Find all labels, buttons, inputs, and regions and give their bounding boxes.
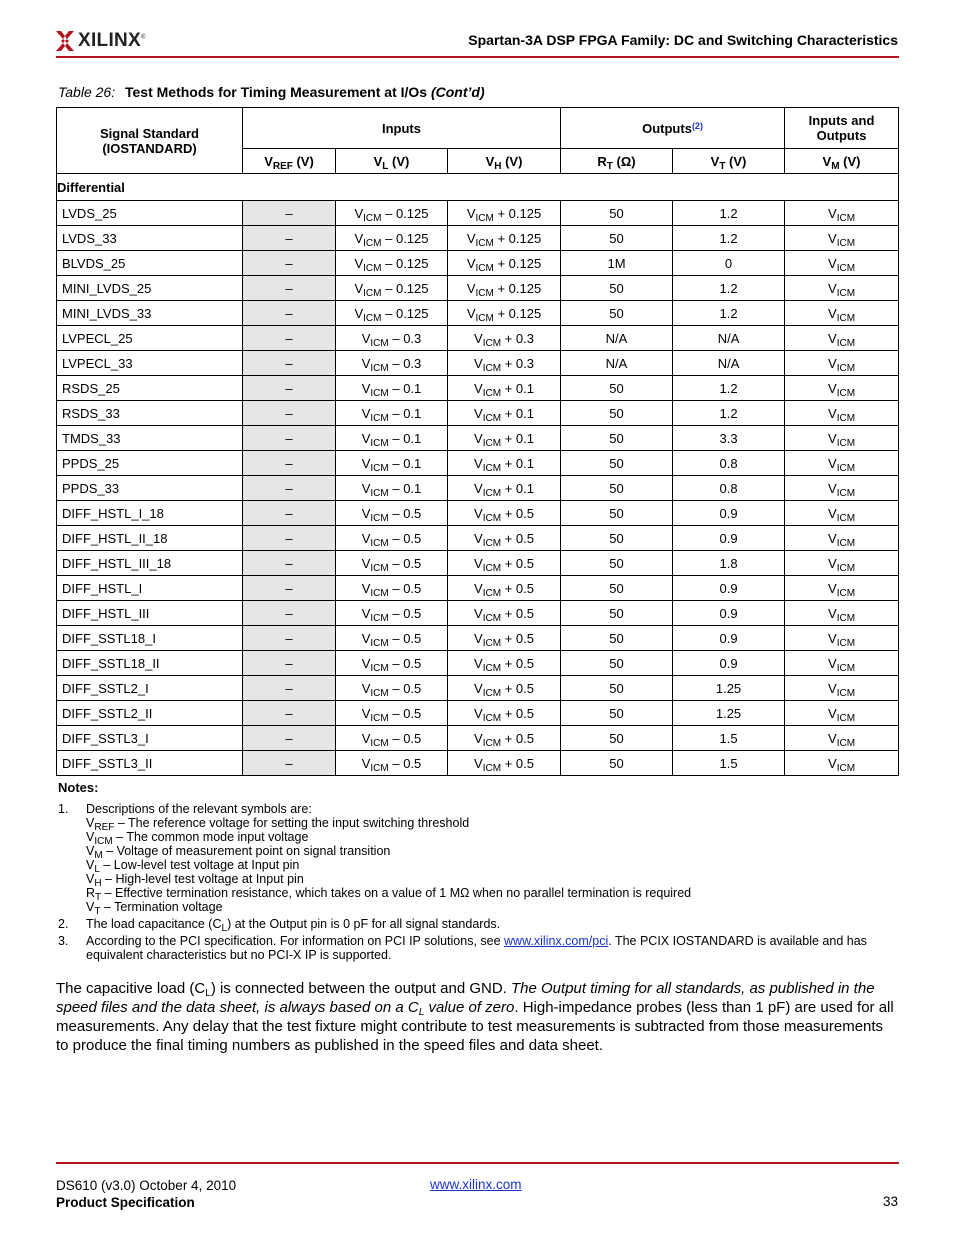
signal-standard-cell: DIFF_HSTL_II_18 [57,526,243,551]
vl-cell: $V_{ICM} - 0.5$ [336,726,448,751]
table-row [57,401,899,426]
vref-cell: – [243,501,336,526]
signal-standard-cell: DIFF_SSTL2_II [57,701,243,726]
vt-cell: 1.25 [673,701,785,726]
table-row [57,526,899,551]
vh-cell: $V_{ICM} + 0.5$ [448,501,561,526]
note-3: 3. According to the PCI specification. For information on PCI IP solutions, see www.xilinx.com/pci. The PCIX IOSTANDARD is available and has equivalent characteristics but no PCI-X IP is supported. [58,934,867,962]
signal-standard-cell: BLVDS_25 [57,251,243,276]
table-row [57,301,899,326]
vm-cell: $V_{ICM}$ [785,701,899,726]
vl-cell: $V_{ICM} - 0.1$ [336,426,448,451]
symbol-definition: $V_T$ – Termination voltage [86,900,223,917]
rt-cell: 50 [561,476,673,501]
vh-cell: $V_{ICM} + 0.1$ [448,476,561,501]
vl-cell: $V_{ICM} - 0.125$ [336,251,448,276]
table-number: Table 26: [58,84,116,100]
rt-cell: 50 [561,601,673,626]
symbol-definition: $V_{REF}$ – The reference voltage for setting the input switching threshold [86,816,470,833]
vt-cell: 1.2 [673,276,785,301]
footnote-ref-2[interactable]: (2) [691,120,703,131]
vt-cell: 0.8 [673,451,785,476]
col-vm: $V_M$ (V) [785,149,899,174]
vt-cell: 1.5 [673,751,785,776]
table-cont-label: (Cont’d) [430,84,485,100]
rt-cell: 50 [561,726,673,751]
col-outputs [561,108,785,149]
signal-standard-cell: DIFF_SSTL3_II [57,751,243,776]
rt-cell: 1M [561,251,673,276]
section-differential: Differential [57,174,899,201]
vref-cell: – [243,526,336,551]
signal-standard-cell: DIFF_SSTL3_I [57,726,243,751]
vm-cell: $V_{ICM}$ [785,351,899,376]
rt-cell: 50 [561,701,673,726]
signal-standard-cell: LVDS_33 [57,226,243,251]
table-row [57,551,899,576]
vref-cell: – [243,651,336,676]
note-1-text: Descriptions of the relevant symbols are: [86,802,312,816]
vm-cell: $V_{ICM}$ [785,651,899,676]
signal-standard-cell: DIFF_HSTL_I_18 [57,501,243,526]
table-row [57,251,899,276]
vh-cell: $V_{ICM} + 0.1$ [448,451,561,476]
table-row [57,276,899,301]
vt-cell: 0.9 [673,601,785,626]
rt-cell: 50 [561,451,673,476]
vh-cell: $V_{ICM} + 0.3$ [448,351,561,376]
rt-cell: 50 [561,551,673,576]
vt-cell: N/A [673,351,785,376]
document-title: Spartan-3A DSP FPGA Family: DC and Switching Characteristics [468,32,898,48]
vref-cell: – [243,251,336,276]
vm-cell: $V_{ICM}$ [785,376,899,401]
signal-standard-cell: RSDS_25 [57,376,243,401]
table-row [57,426,899,451]
signal-standard-cell: DIFF_HSTL_III [57,601,243,626]
vm-cell: $V_{ICM}$ [785,401,899,426]
notes-title: Notes: [58,780,99,795]
rt-cell: 50 [561,751,673,776]
vt-cell: 0.9 [673,651,785,676]
vref-cell: – [243,551,336,576]
timing-test-table [56,107,899,776]
vt-cell: 1.2 [673,226,785,251]
table-row [57,601,899,626]
vl-cell: $V_{ICM} - 0.5$ [336,651,448,676]
note-1: 1. Descriptions of the relevant symbols are: $V_{REF}$ – The reference voltage for setting the input switching threshold $V_{ICM}$ – The common mode input voltage $V_M$ – Voltage of measurement point on signal transition $V_L$ – Low-level test voltage at Input pin $V_H$ – High-level test voltage at Input pin $R_T$ – Effective termination resistance, which takes on a value of 1 MΩ when no parallel termination is required $V_T$ – Termination voltage [58,802,898,914]
vl-cell: $V_{ICM} - 0.5$ [336,501,448,526]
vm-cell: $V_{ICM}$ [785,726,899,751]
table-row [57,576,899,601]
symbol-definition: $V_M$ – Voltage of measurement point on signal transition [86,844,391,861]
symbol-definition: $R_T$ – Effective termination resistance, which takes on a value of 1 MΩ when no parallel termination is required [86,886,692,903]
rt-cell: 50 [561,576,673,601]
table-caption [58,84,485,100]
vt-cell: 1.2 [673,401,785,426]
vh-cell: $V_{ICM} + 0.5$ [448,551,561,576]
vm-cell: $V_{ICM}$ [785,451,899,476]
vl-cell: $V_{ICM} - 0.1$ [336,401,448,426]
footer-rule [56,1162,899,1164]
vref-cell: – [243,476,336,501]
vl-cell: $V_{ICM} - 0.125$ [336,201,448,226]
vm-cell: $V_{ICM}$ [785,576,899,601]
vh-cell: $V_{ICM} + 0.125$ [448,251,561,276]
vl-cell: $V_{ICM} - 0.1$ [336,451,448,476]
vm-cell: $V_{ICM}$ [785,601,899,626]
symbol-definition: $V_L$ – Low-level test voltage at Input pin [86,858,300,875]
rt-cell: 50 [561,276,673,301]
vt-cell: 0.9 [673,626,785,651]
vt-cell: 1.2 [673,201,785,226]
vt-cell: 1.8 [673,551,785,576]
vt-cell: 0.9 [673,576,785,601]
signal-standard-cell: DIFF_SSTL18_I [57,626,243,651]
vh-cell: $V_{ICM} + 0.5$ [448,726,561,751]
logo-text: XILINX [78,30,142,51]
table-row [57,226,899,251]
table-row [57,751,899,776]
col-vt: $V_T$ (V) [673,149,785,174]
signal-standard-cell: RSDS_33 [57,401,243,426]
vm-cell: $V_{ICM}$ [785,751,899,776]
vref-cell: – [243,576,336,601]
footer-spec-label: Product Specification [56,1195,195,1210]
table-row [57,651,899,676]
rt-cell: N/A [561,326,673,351]
vh-cell: $V_{ICM} + 0.5$ [448,651,561,676]
vl-cell: $V_{ICM} - 0.3$ [336,326,448,351]
vh-cell: $V_{ICM} + 0.3$ [448,326,561,351]
signal-standard-cell: PPDS_33 [57,476,243,501]
table-row [57,701,899,726]
col-inputs-outputs: Inputs and Outputs [785,108,899,149]
vm-cell: $V_{ICM}$ [785,326,899,351]
vl-cell: $V_{ICM} - 0.125$ [336,301,448,326]
rt-cell: 50 [561,201,673,226]
vh-cell: $V_{ICM} + 0.5$ [448,751,561,776]
footer-doc-info [56,1177,236,1211]
rt-cell: 50 [561,501,673,526]
table-row [57,326,899,351]
rt-cell: 50 [561,626,673,651]
col-signal-standard: Signal Standard (IOSTANDARD) [57,108,243,174]
vref-cell: – [243,751,336,776]
vh-cell: $V_{ICM} + 0.1$ [448,426,561,451]
signal-standard-cell: DIFF_HSTL_I [57,576,243,601]
vt-cell: 1.25 [673,676,785,701]
vref-cell: – [243,351,336,376]
signal-standard-cell: MINI_LVDS_25 [57,276,243,301]
symbol-list [86,816,898,917]
vref-cell: – [243,276,336,301]
vl-cell: $V_{ICM} - 0.5$ [336,526,448,551]
vh-cell: $V_{ICM} + 0.5$ [448,626,561,651]
vref-cell: – [243,601,336,626]
vm-cell: $V_{ICM}$ [785,201,899,226]
page-number: 33 [882,1194,898,1209]
rt-cell: 50 [561,401,673,426]
signal-standard-cell: TMDS_33 [57,426,243,451]
vh-cell: $V_{ICM} + 0.125$ [448,201,561,226]
table-name: Test Methods for Timing Measurement at I/Os [124,84,428,100]
vref-cell: – [243,401,336,426]
vm-cell: $V_{ICM}$ [785,251,899,276]
vh-cell: $V_{ICM} + 0.5$ [448,576,561,601]
table-row [57,626,899,651]
vt-cell: 1.5 [673,726,785,751]
xilinx-logo [56,30,146,52]
vref-cell: – [243,326,336,351]
vh-cell: $V_{ICM} + 0.5$ [448,676,561,701]
table-row [57,501,899,526]
vm-cell: $V_{ICM}$ [785,626,899,651]
vl-cell: $V_{ICM} - 0.5$ [336,601,448,626]
rt-cell: 50 [561,426,673,451]
table-row [57,726,899,751]
rt-cell: 50 [561,376,673,401]
footer-doc-id: DS610 (v3.0) October 4, 2010 [56,1178,237,1193]
col-vref: $V_{REF}$ (V) [243,149,336,174]
vref-cell: – [243,376,336,401]
vh-cell: $V_{ICM} + 0.125$ [448,301,561,326]
vl-cell: $V_{ICM} - 0.125$ [336,226,448,251]
note-2: 2. The load capacitance $(C_L)$ at the Output pin is 0 pF for all signal standards. [58,917,501,934]
vm-cell: $V_{ICM}$ [785,276,899,301]
vl-cell: $V_{ICM} - 0.125$ [336,276,448,301]
vt-cell: 1.2 [673,301,785,326]
symbol-definition: $V_H$ – High-level test voltage at Input pin [86,872,304,889]
table-row [57,451,899,476]
col-outputs-label: Outputs [642,120,692,136]
vt-cell: 3.3 [673,426,785,451]
vref-cell: – [243,726,336,751]
table-row [57,476,899,501]
vref-cell: – [243,701,336,726]
vl-cell: $V_{ICM} - 0.1$ [336,476,448,501]
vl-cell: $V_{ICM} - 0.5$ [336,676,448,701]
vh-cell: $V_{ICM} + 0.1$ [448,376,561,401]
vref-cell: – [243,201,336,226]
col-rt: $R_T$ (Ω) [561,149,673,174]
rt-cell: N/A [561,351,673,376]
signal-standard-cell: PPDS_25 [57,451,243,476]
vm-cell: $V_{ICM}$ [785,526,899,551]
vt-cell: N/A [673,326,785,351]
logo-registered-mark: ® [141,34,146,41]
notes-block [58,781,898,965]
vl-cell: $V_{ICM} - 0.5$ [336,626,448,651]
vref-cell: – [243,676,336,701]
vl-cell: $V_{ICM} - 0.3$ [336,351,448,376]
vm-cell: $V_{ICM}$ [785,301,899,326]
vm-cell: $V_{ICM}$ [785,426,899,451]
vl-cell: $V_{ICM} - 0.5$ [336,576,448,601]
signal-standard-cell: LVDS_25 [57,201,243,226]
vm-cell: $V_{ICM}$ [785,551,899,576]
signal-standard-cell: DIFF_SSTL18_II [57,651,243,676]
vt-cell: 0.8 [673,476,785,501]
vref-cell: – [243,451,336,476]
vh-cell: $V_{ICM} + 0.125$ [448,226,561,251]
vm-cell: $V_{ICM}$ [785,476,899,501]
page-header [56,26,898,58]
vref-cell: – [243,426,336,451]
pci-link[interactable]: www.xilinx.com/pci [504,934,609,948]
vt-cell: 0.9 [673,501,785,526]
vh-cell: $V_{ICM} + 0.125$ [448,276,561,301]
vm-cell: $V_{ICM}$ [785,501,899,526]
rt-cell: 50 [561,526,673,551]
header-rule [56,56,899,58]
footer-url-link[interactable]: www.xilinx.com [430,1177,522,1192]
col-vh: $V_H$ (V) [448,149,561,174]
table-row [57,676,899,701]
rt-cell: 50 [561,226,673,251]
vl-cell: $V_{ICM} - 0.1$ [336,376,448,401]
rt-cell: 50 [561,676,673,701]
vt-cell: 1.2 [673,376,785,401]
vh-cell: $V_{ICM} + 0.1$ [448,401,561,426]
vl-cell: $V_{ICM} - 0.5$ [336,551,448,576]
body-paragraph: The capacitive load $(C_L)$ is connected between the output and GND. The Output timing for all standards, as published in the speed files and the data sheet, is always based on a $C_L$ value of zero. High-impedance probes (less than 1 pF) are used for all measurements. Any delay that the test fixture might contribute to test measurements is subtracted from those measurements to produce the final timing numbers as published in the speed files and data sheet. [56,980,894,1054]
col-vl: $V_L$ (V) [336,149,448,174]
vl-cell: $V_{ICM} - 0.5$ [336,701,448,726]
vh-cell: $V_{ICM} + 0.5$ [448,526,561,551]
signal-standard-cell: MINI_LVDS_33 [57,301,243,326]
rt-cell: 50 [561,301,673,326]
vh-cell: $V_{ICM} + 0.5$ [448,701,561,726]
table-row [57,376,899,401]
signal-standard-cell: DIFF_SSTL2_I [57,676,243,701]
vref-cell: – [243,301,336,326]
col-inputs: Inputs [243,108,561,149]
signal-standard-cell: DIFF_HSTL_III_18 [57,551,243,576]
vl-cell: $V_{ICM} - 0.5$ [336,751,448,776]
vm-cell: $V_{ICM}$ [785,226,899,251]
signal-standard-cell: LVPECL_33 [57,351,243,376]
xilinx-x-icon [56,31,74,51]
vref-cell: – [243,626,336,651]
signal-standard-cell: LVPECL_25 [57,326,243,351]
vref-cell: – [243,226,336,251]
table-row [57,201,899,226]
rt-cell: 50 [561,651,673,676]
vh-cell: $V_{ICM} + 0.5$ [448,601,561,626]
vt-cell: 0 [673,251,785,276]
vt-cell: 0.9 [673,526,785,551]
vm-cell: $V_{ICM}$ [785,676,899,701]
symbol-definition: $V_{ICM}$ – The common mode input voltage [86,830,309,847]
table-row [57,351,899,376]
